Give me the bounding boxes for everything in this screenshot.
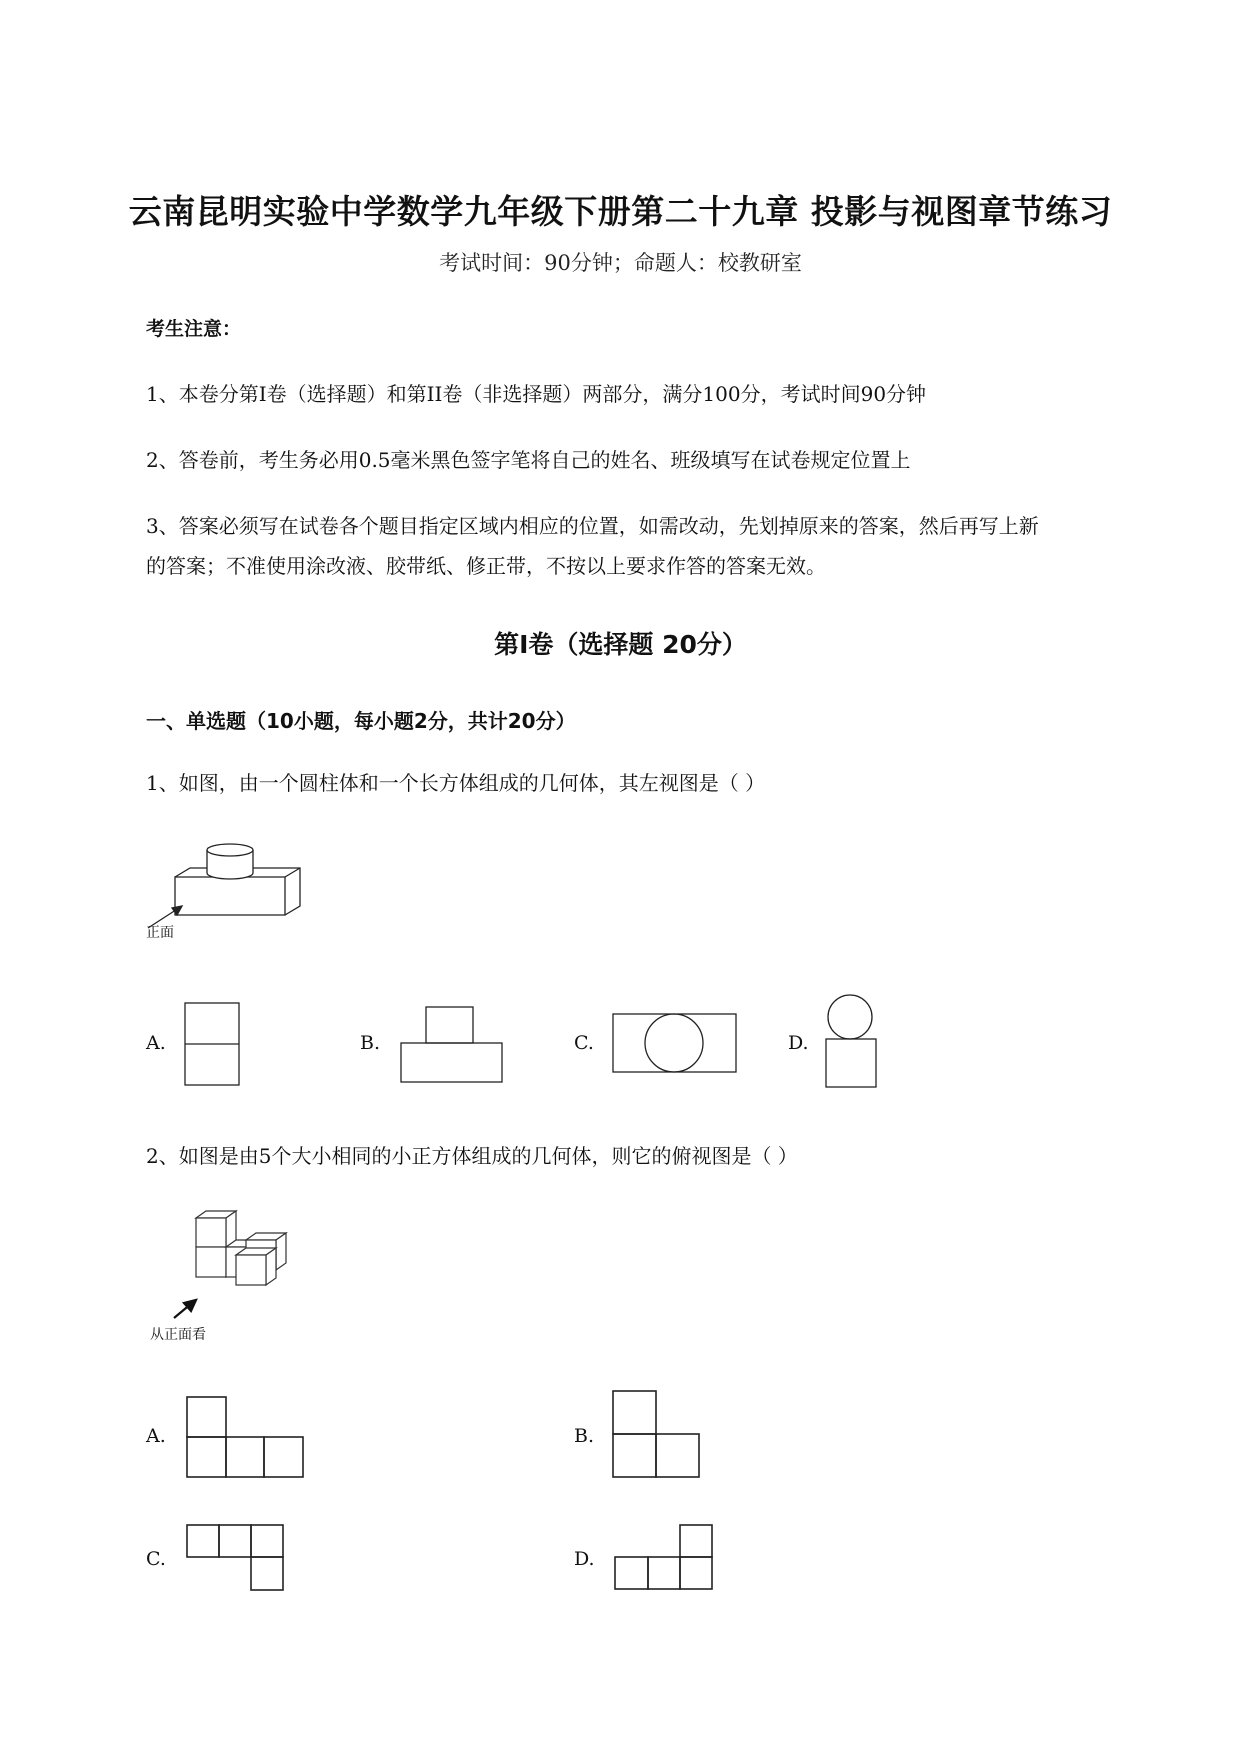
q2-option-c-figure [186,1524,286,1594]
q2-option-a-figure [186,1396,306,1480]
option-d-label: D. [788,1032,809,1054]
option-b-label: B. [360,1032,381,1054]
question-2-text: 2、如图是由5个大小相同的小正方体组成的几何体，则它的俯视图是（ ） [146,1144,798,1168]
notice-item: 3、答案必须写在试卷各个题目指定区域内相应的位置，如需改动，先划掉原来的答案，然后再写上新 [146,514,1039,538]
notice-item: 2、答卷前，考生务必用0.5毫米黑色签字笔将自己的姓名、班级填写在试卷规定位置上 [146,448,911,472]
exam-info: 考试时间：90分钟；命题人：校教研室 [439,251,802,275]
q1-option-d-figure [824,994,880,1094]
q2-option-d-figure [614,1524,714,1594]
question-1-text: 1、如图，由一个圆柱体和一个长方体组成的几何体，其左视图是（ ） [146,771,766,795]
section-title: 第I卷（选择题 20分） [494,630,747,659]
notice-item: 1、本卷分第I卷（选择题）和第II卷（非选择题）两部分，满分100分，考试时间90分钟 [146,382,927,406]
option-b-label: B. [574,1425,595,1447]
view-label: 从正面看 [150,1327,206,1343]
front-label: 正面 [146,925,174,941]
question-2-figure [140,1210,300,1330]
option-c-label: C. [574,1032,594,1054]
option-c-label: C. [146,1548,166,1570]
q1-option-a-figure [184,1002,240,1086]
q1-option-b-figure [400,1006,504,1084]
section-subtitle: 一、单选题（10小题，每小题2分，共计20分） [146,709,576,733]
page-title: 云南昆明实验中学数学九年级下册第二十九章 投影与视图章节练习 [128,192,1113,231]
notice-heading: 考生注意： [146,318,242,340]
option-a-label: A. [146,1425,166,1447]
q1-option-c-figure [612,1013,738,1075]
q2-option-b-figure [612,1390,702,1480]
option-a-label: A. [146,1032,166,1054]
notice-item: 的答案；不准使用涂改液、胶带纸、修正带，不按以上要求作答的答案无效。 [146,554,826,578]
option-d-label: D. [574,1548,595,1570]
